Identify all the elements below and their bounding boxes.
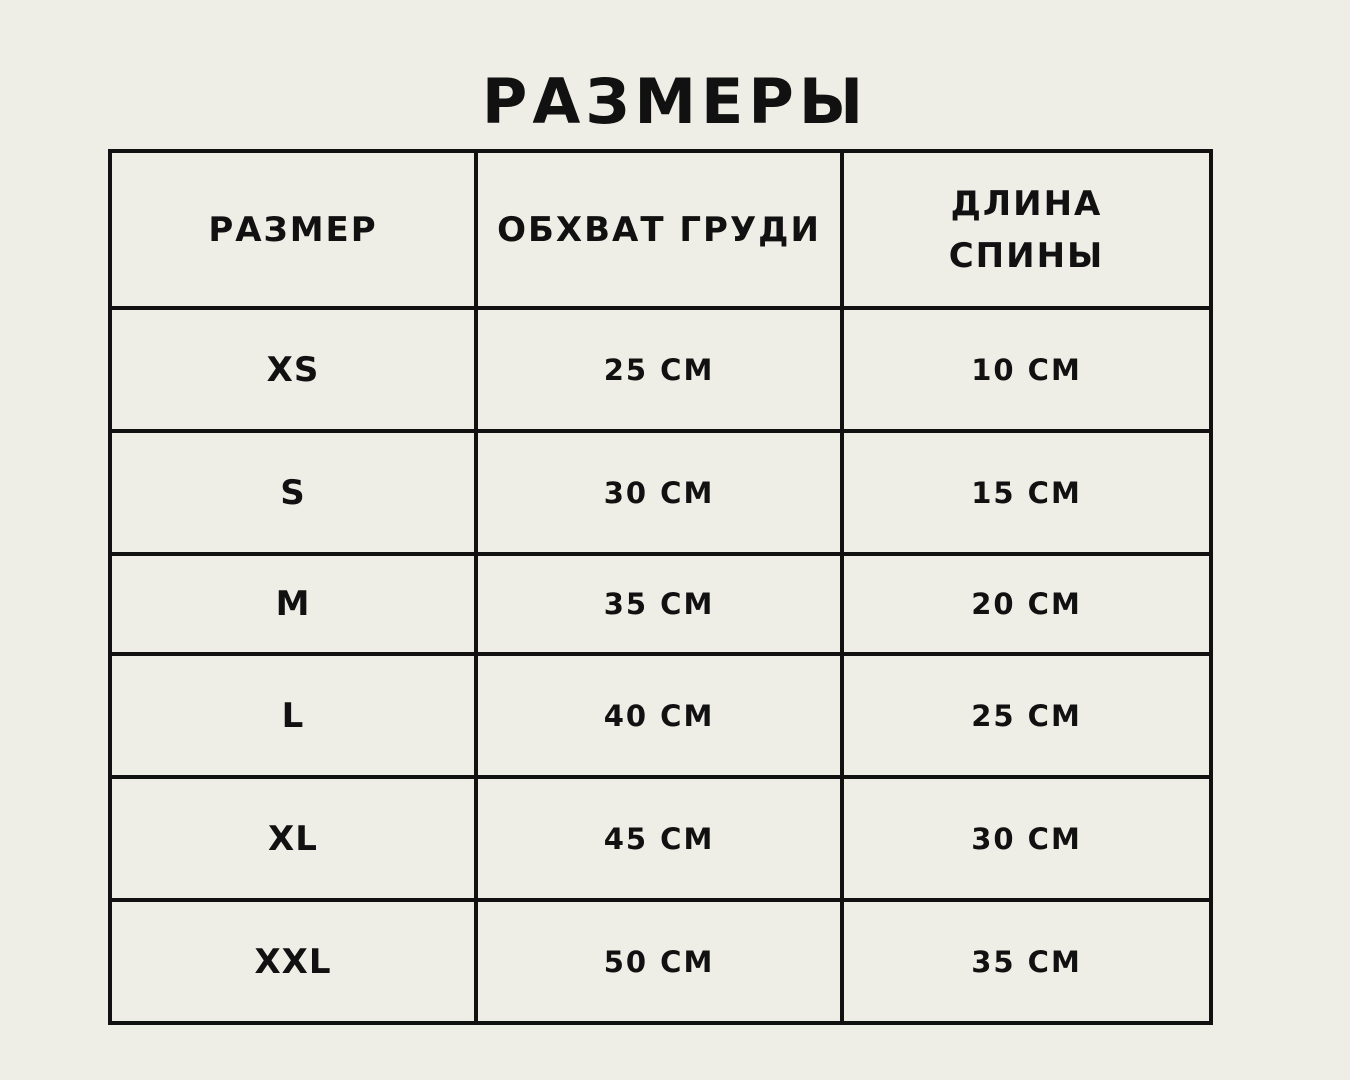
size-cell: XL — [110, 777, 476, 900]
header-chest-girth: ОБХВАТ ГРУДИ — [476, 151, 842, 308]
table-row — [110, 431, 1211, 554]
table-header-row — [110, 151, 1211, 308]
header-back-length-line1: ДЛИНА — [950, 183, 1103, 224]
header-back-length-line2: СПИНЫ — [948, 235, 1105, 276]
size-chart-table — [108, 149, 1213, 1025]
size-cell: L — [110, 654, 476, 777]
table-row — [110, 308, 1211, 431]
header-size: РАЗМЕР — [110, 151, 476, 308]
page-title: РАЗМЕРЫ — [481, 65, 869, 138]
back-cell: 20 СМ — [842, 554, 1211, 654]
table-row — [110, 554, 1211, 654]
chest-cell: 30 СМ — [476, 431, 842, 554]
chest-cell: 50 СМ — [476, 900, 842, 1023]
size-cell: XXL — [110, 900, 476, 1023]
back-cell: 10 СМ — [842, 308, 1211, 431]
size-cell: XS — [110, 308, 476, 431]
table-row — [110, 654, 1211, 777]
back-cell: 25 СМ — [842, 654, 1211, 777]
table-row — [110, 900, 1211, 1023]
table-row — [110, 777, 1211, 900]
back-cell: 30 СМ — [842, 777, 1211, 900]
chest-cell: 35 СМ — [476, 554, 842, 654]
chest-cell: 25 СМ — [476, 308, 842, 431]
back-cell: 35 СМ — [842, 900, 1211, 1023]
size-cell: M — [110, 554, 476, 654]
chest-cell: 45 СМ — [476, 777, 842, 900]
chest-cell: 40 СМ — [476, 654, 842, 777]
size-cell: S — [110, 431, 476, 554]
back-cell: 15 СМ — [842, 431, 1211, 554]
header-back-length — [842, 151, 1211, 308]
